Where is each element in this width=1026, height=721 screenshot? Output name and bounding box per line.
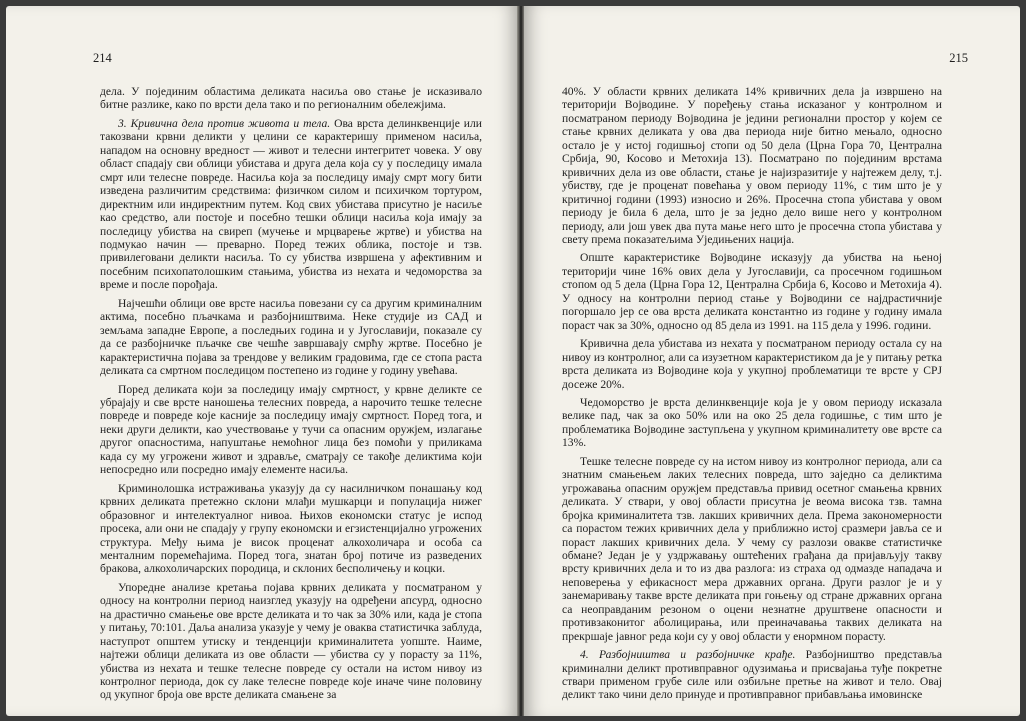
section-heading: 3. Кривична дела против живота и тела. <box>118 116 331 130</box>
right-page <box>524 6 1020 716</box>
paragraph: Кривична дела убистава из нехата у посматраном периоду остала су на нивоу из контролног, али са изузетном карактеристиком да је у питању ретка врста деликата из Војводине која у укупној проблематици те врсте у СРЈ досеже 20%. <box>562 337 942 391</box>
paragraph: Поред деликата који за последицу имају смртност, у крвне деликте се убрајају и све врсте наношења телесних повреда, а нарочито тешке телесне повреде и повреде које касније за последицу имају смртност. Поред тога, и неки други деликти, као учествовање у тучи са опасним оружјем, излагање другог опасностима, напуштање немоћног лица без помоћи у приликама када су му угрожени живот и здравље, сматрају се такође деликтима који непосредно или посредно имају елементе насиља. <box>100 382 482 477</box>
paragraph: Опште карактеристике Војводине исказују да убиства на њеној територији чине 16% ових дела у Југославији, са просечном годишњом стопом од 5 дела (Црна Гора 12, Централна Србија 6, Косово и Метохија 4). У односу на контролни период стање у Војводини се најдрастичније погоршало јер се ова врста деликата константно из године у годину имала пораст чак за 30%, односно од 85 дела из 1991. на 115 дела у 1996. години. <box>562 251 942 332</box>
paragraph: 40%. У области крвних деликата 14% кривичних дела ја извршено на територији Војводине. У поређењу стања исказаног у контролном и посматраном периоду Војводина је једини регионални простор у којем се стање крвних деликата у ова два периода није битно мењало, односно остало је у истој годишњој стопи од 50 дела (Црна Гора 70, Централна Србија, 90, Косово и Метохија 13). Посматрано по појединим врстама кривичних дела из ове области, стање је најизразитије у најтежем делу, т.ј. убиству, где је проценат повећања у овом периоду 11%, с тим што је у критичној години (1993) износио и 26%. Просечна стопа убистава у овом периоду је била 6 дела, што је за једно дело више него у контролном периоду, али још увек два пута мање него што је просечна стопа убистава у свету према показатељима Уједињених нација. <box>562 85 942 246</box>
paragraph: 4. Разбојништва и разбојничке крађе. Разбојништво представља криминални деликт противправног одузимања и присвајања туђе покретне ствари применом грубе силе или озбиљне претње на живот и тело. Овај деликт тако чини дело принуде и противправног прибављања имовинске <box>562 648 942 702</box>
left-page-text <box>100 85 482 702</box>
page-number-right: 215 <box>949 51 968 65</box>
paragraph: Чедоморство је врста делинквенције која је у овом периоду исказала велике пад, чак за око 50% или на око 25 дела годишње, с тим што је проблематика Војводине заступљена у укупном криминалитету ове врсте са 13%. <box>562 395 942 450</box>
section-heading: 4. Разбојништва и разбојничке крађе. <box>580 648 796 662</box>
right-page-text <box>562 85 942 702</box>
paragraph: Тешке телесне повреде су на истом нивоу из контролног периода, али са знатним смањењем лаких телесних повреда, што заједно са деликтима угрожавања опасним оружјем представља привид осетног смањења крвних деликата. У ствари, у овој области присутна је веома висока тзв. тамна бројка криминалитета тзв. лакших кривичних дела. Према закономерности са порастом тежих кривичних дела у приближно истој сразмери јавља се и пораст лакших кривичних дела. У чему су разлози овакве статистичке обмане? Један је у уздржавању оштећених грађана да пријављују такву врсту кривичних дела и то из два разлога: из страха од одмазде нападача и неповерења у ефикасност мера државних органа. Други разлог је и у занемаривању такве врсте деликата при гоњењу од стране државних органа са неоправданим резоном о оцени незнатне друштвене опасности и противзаконитог аболицирања, или преиначавања таквих деликата на прекршаје јавног реда који су у овој области у енормном порасту. <box>562 454 942 643</box>
paragraph: Најчешћи облици ове врсте насиља повезани су са другим криминалним актима, посебно пљачкама и разбојништвима. Неке студије из САД и земљама западне Европе, а последњих година и у Југославији, показале су да се разбојничке пљачке све чешће завршавају смрћу жртве. Посебно је карактеристична појава за трендове у великим градовима, где се стопа раста деликата са смртном последицом постепено из године у годину увећава. <box>100 296 482 378</box>
page-number-left: 214 <box>93 51 112 65</box>
paragraph: Криминолошка истраживања указују да су насилничком понашању код крвних деликата претежно склони млађи мушкарци и популација нижег образовног и интелектуалног нивоа. Њихов економски статус је испод просека, али они не спадају у групу економски и егзистенцијално угрожених структура. Међу њима је висок проценат алкохоличара и особа са менталним поремећајима. Поред тога, знатан број потиче из разведених бракова, алкохоличарских породица, и склоних бесполичењу и коцки. <box>100 481 482 576</box>
paragraph: 3. Кривична дела против живота и тела. Ова врста делинквенције или такозвани крвни деликти у целини се карактеришу применом насиља, нападом на основну вредност — живот и телесни интегритет човека. У ову област спадају сви облици убистава и друга дела која су у последицу имала смрт или телесне повреде. Насиља која за последицу имају смрт могу бити изведена различитим средствима: физичком силом и психичком тортуром, директним или индиректним путем. Код свих убистава присутно је насиље као средство, али постоје и посебно тешки облици насиља која имају за последицу убиства на свиреп (мучење и мрцварење жртве) и убиства на подмукао начин — преварно. Поред тежих облика, постоје и тзв. привилеговани деликти насиља. То су убиства извршена у афективним и посебним психопатолошким стањима, убиства из нехата и чедоморства за време и после порођаја. <box>100 116 482 292</box>
paragraph: дела. У појединим областима деликата насиља ово стање је исказивало битне разлике, како по врсти дела тако и по регионалним обележјима. <box>100 85 482 112</box>
paragraph: Упоредне анализе кретања појава крвних деликата у посматраном у односу на контролни период наизглед указују на одређени апсурд, односно на драстично смањење ове врсте деликата и то чак за 30% или, када је стопа у питању, 70:101. Даља анализа указује у чему је оваква статистичка заблуда, наступрот општем утиску и тенденцији криминалитета уопште. Наиме, најтежи облици деликата из ове области — убиства су у порасту за 11%, убиства из нехата и тешке телесне повреде су остали на истом нивоу из контролног периода, док су лаке телесне повреде које иначе чине половину од укупног броја ове врсте деликата смањене за <box>100 580 482 702</box>
left-page <box>6 6 518 716</box>
